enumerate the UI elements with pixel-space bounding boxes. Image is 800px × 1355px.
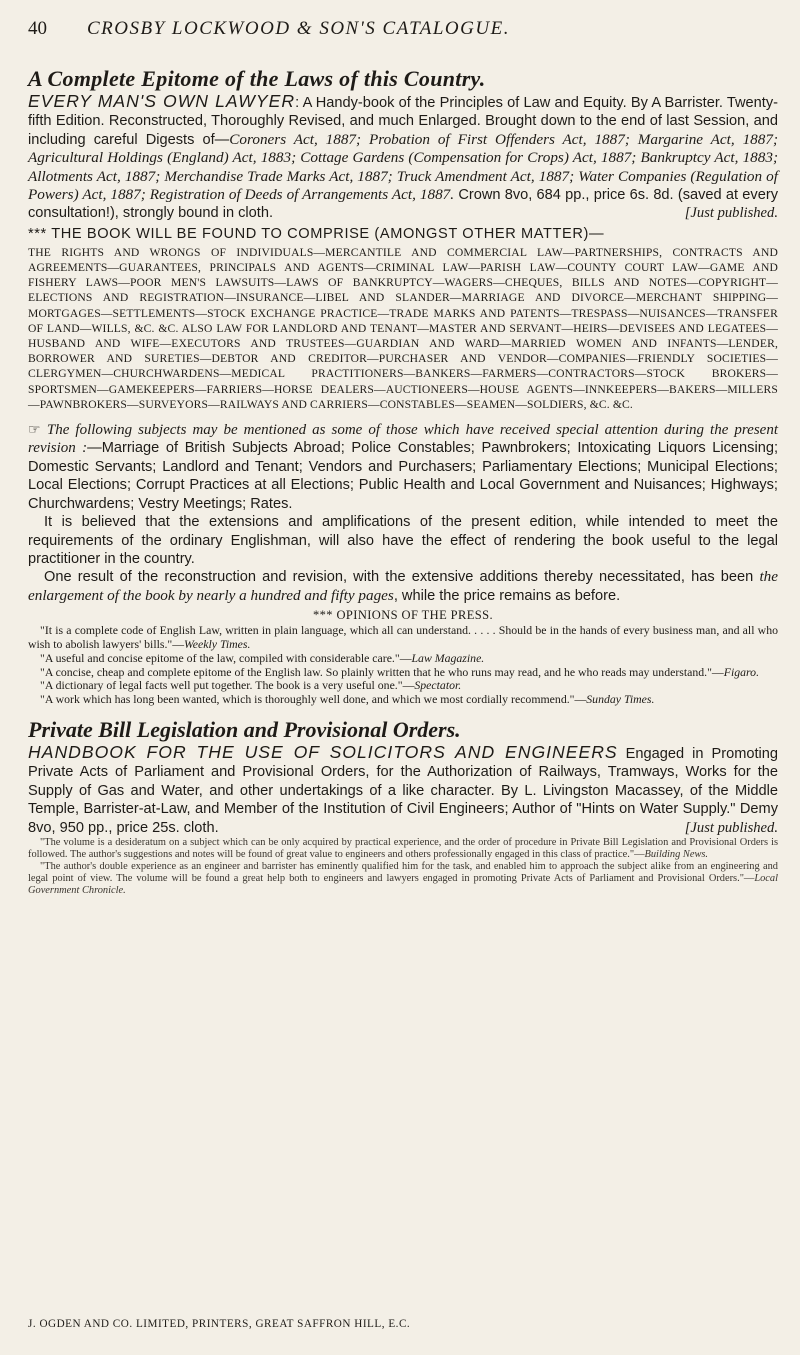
press-quote: "The author's double experience as an engineer and barrister has eminently qualified him for the task, and enabled him to approach the subject alike from an engineering and legal point of view. The volume will be found a great help both to engineers and lawyers engaged in promoting Private Acts of Parliament and Provisional Orders."—Local Government Chronicle. <box>28 860 778 896</box>
paragraph-result <box>28 568 778 605</box>
paragraph-result-end: , while the price remains as before. <box>393 587 621 604</box>
entry-heading: A Complete Epitome of the Laws of this Country. <box>28 66 486 91</box>
page-number: 40 <box>28 18 47 39</box>
paragraph-result-emphasis: the enlargement of the book by nearly a hundred and fifty pages <box>28 568 778 604</box>
revision-note <box>28 420 778 513</box>
book-text-private-bill: Engaged in Promoting Private Acts of Parliament and Provisional Orders, for the Authorization of Railways, Tramways, Works for the Supply of Gas and Water, and other undertakings of a like character. By L. Livingston Macassey, of the Middle Temple, Barrister-at-Law, and Member of the Institution of Civil Engineers; Author of "Hints on Water Supply." Demy 8vo, 950 pp., price 25s. cloth. <box>28 745 779 836</box>
digest-list: Coroners Act, 1887; Probation of First Offenders Act, 1887; Margarine Act, 1887; Agricultural Holdings (England) Act, 1883; Cottage Gardens (Compensation for Crops) Act, 1887; Bankruptcy Act, 1883; Allotments Act, 1887; Merchandise Trade Marks Act, 1887; Truck Amendment Act, 1887; Water Companies (Regulation of Powers) Act, 1887; Registration of Deeds of Arrangements Act, 1887. <box>28 130 778 204</box>
book-description <box>28 92 778 223</box>
book-description-private-bill <box>28 743 778 837</box>
paragraph-believed: It is believed that the extensions and amplifications of the present edition, while intended to meet the requirements of the ordinary Englishman, will also have the effect of rendering the book useful to the legal practitioner in the country. <box>28 514 778 567</box>
book-title: EVERY MAN'S OWN LAWYER <box>28 91 296 111</box>
press-quote: "A concise, cheap and complete epitome of the English law. So plainly written that he who runs may read, and he who reads may understand."—Figaro. <box>40 664 760 679</box>
press-quote: "A work which has long been wanted, which is thoroughly well done, and which we most cordially recommend."—Sunday Times. <box>40 692 655 707</box>
book-intro: : A Handy-book of the Principles of Law and Equity. By A Barrister. Twenty-fifth Edition. Reconstructed, Thoroughly Revised, and much Enlarged. Brought down to the end of last Session, and including careful Digests of— <box>28 95 778 148</box>
press-quote: "The volume is a desideratum on a subject which can be only acquired by practical experience, and the order of procedure in Private Bill Legislation and Provisional Orders is followed. The author's suggestions and notes will be found of great value to engineers and others professionally engaged in this class of practice."—Building News. <box>28 836 778 860</box>
revision-note-intro: The following subjects may be mentioned as some of those which have received special attention during the present revision : <box>28 422 778 457</box>
comprise-heading: *** THE BOOK WILL BE FOUND TO COMPRISE (AMONGST OTHER MATTER)— <box>28 225 605 242</box>
press-quote: "It is a complete code of English Law, written in plain language, which all can understand. . . . . Should be in the hands of every business man, and all who wish to abolish lawyers' bills."—Weekly Times. <box>28 623 778 651</box>
press-quotes-private-bill <box>28 837 778 897</box>
entry-heading-private-bill: Private Bill Legislation and Provisional Orders. <box>28 716 461 742</box>
publication-note: [Just published. <box>684 205 778 222</box>
price-line: Crown 8vo, 684 pp., price 6s. 8d. (saved at every consultation!), strongly bound in cloth. <box>28 187 778 222</box>
paragraph-result-start: One result of the reconstruction and revision, with the extensive additions thereby necessitated, has been <box>44 569 760 586</box>
revision-note-text: —Marriage of British Subjects Abroad; Police Constables; Pawnbrokers; Intoxicating Liquors Licensing; Domestic Servants; Landlord and Tenant; Vendors and Purchasers; Parliamentary Elections; Municipal Elections; Local Elections; Corrupt Practices at all Elections; Public Health and Local Government and Nuisances; Highways; Churchwardens; Vestry Meetings; Rates. <box>28 440 778 512</box>
printer-imprint: J. OGDEN AND CO. LIMITED, PRINTERS, GREAT SAFFRON HILL, E.C. <box>28 1318 411 1330</box>
catalogue-title: CROSBY LOCKWOOD & SON'S CATALOGUE. <box>87 18 510 39</box>
opinions-heading: *** OPINIONS OF THE PRESS. <box>313 608 493 623</box>
pointing-hand-icon: ☞ <box>28 421 41 438</box>
press-quote: "A dictionary of legal facts well put together. The book is a very useful one."—Spectator. <box>40 678 462 693</box>
press-quotes <box>28 624 778 707</box>
publication-note-private-bill: [Just published. <box>684 819 778 836</box>
running-head <box>28 18 778 58</box>
book-title-private-bill: HANDBOOK FOR THE USE OF SOLICITORS AND ENGINEERS <box>28 741 618 762</box>
press-quote: "A useful and concise epitome of the law, compiled with considerable care."—Law Magazine. <box>40 650 485 665</box>
comprise-list: THE RIGHTS AND WRONGS OF INDIVIDUALS—MERCANTILE AND COMMERCIAL LAW—PARTNERSHIPS, CONTRACTS AND AGREEMENTS—GUARANTEES, PRINCIPALS AND AGENTS—CRIMINAL LAW—PARISH LAW—COUNTY COURT LAW—GAME AND FISHERY LAWS—POOR MEN'S LAWSUITS—LAWS OF BANKRUPTCY—WAGERS—CHEQUES, BILLS AND NOTES—COPYRIGHT—ELECTIONS AND REGISTRATION—INSURANCE—LIBEL AND SLANDER—MARRIAGE AND DIVORCE—MERCHANT SHIPPING—MORTGAGES—SETTLEMENTS—STOCK EXCHANGE PRACTICE—TRADE MARKS AND PATENTS—TRESPASS—NUISANCES—TRANSFER OF LAND—WILLS, &C. &C. ALSO LAW FOR LANDLORD AND TENANT—MASTER AND SERVANT—HEIRS—DEVISEES AND LEGATEES—HUSBAND AND WIFE—EXECUTORS AND TRUSTEES—GUARDIAN AND WARD—MARRIED WOMEN AND INFANTS—LENDER, BORROWER AND SURETIES—DEBTOR AND CREDITOR—PURCHASER AND VENDOR—COMPANIES—FRIENDLY SOCIETIES—CLERGYMEN—CHURCHWARDENS—MEDICAL PRACTITIONERS—BANKERS—FARMERS—CONTRACTORS—STOCK BROKERS—SPORTSMEN—GAMEKEEPERS—FARRIERS—HORSE DEALERS—AUCTIONEERS—HOUSE AGENTS—INNKEEPERS—BAKERS—MILLERS—PAWNBROKERS—SURVEYORS—RAILWAYS AND CARRIERS—CONSTABLES—SEAMEN—SOLDIERS, &C. &C. <box>28 245 778 411</box>
